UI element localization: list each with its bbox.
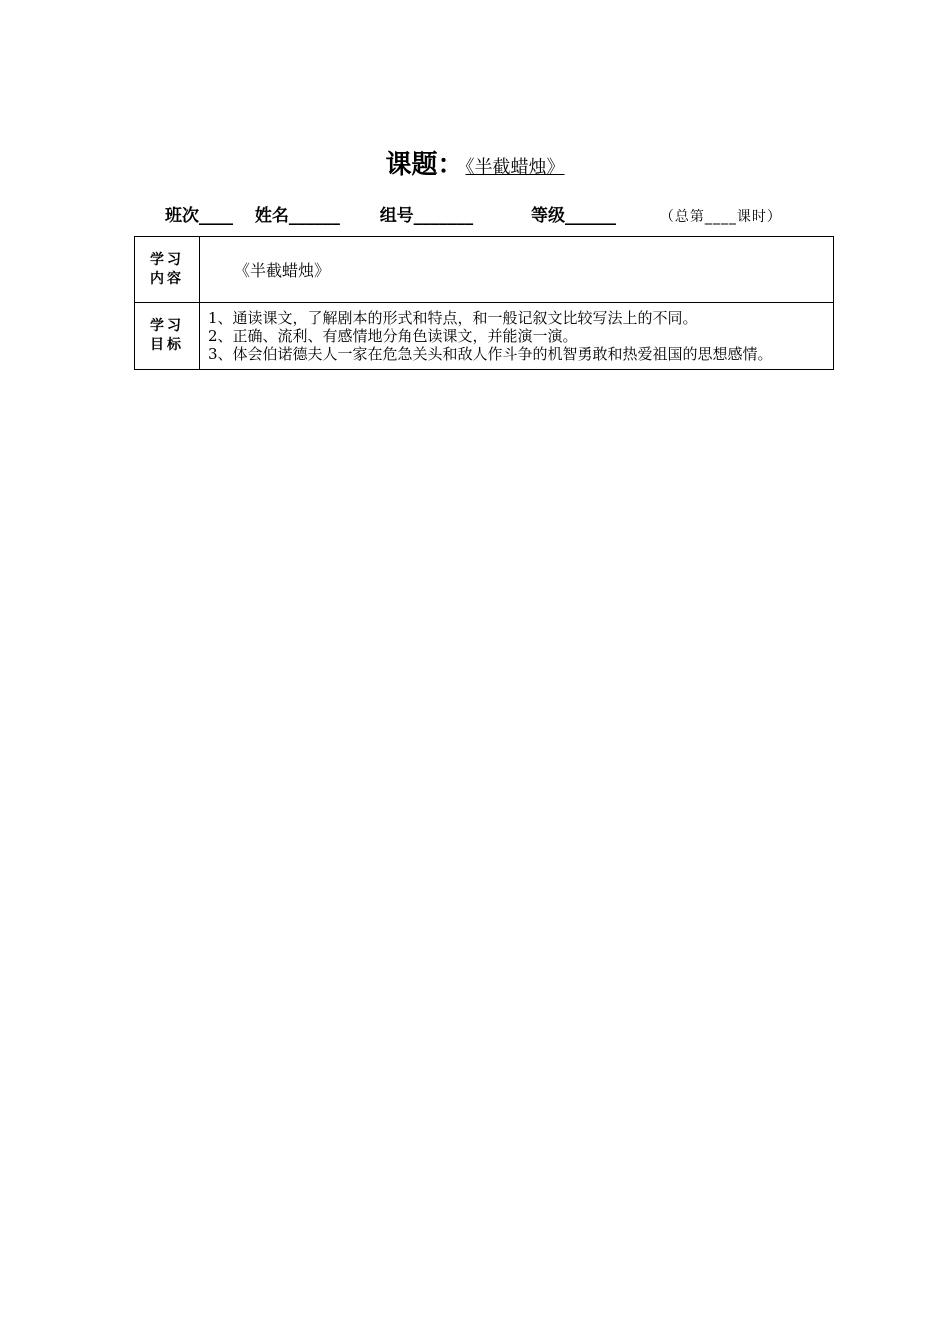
group-field: 组号_______	[379, 206, 474, 226]
header-line: 学习	[150, 318, 184, 334]
goal-item: 3、体会伯诺德夫人一家在危急关头和敌人作斗争的机智勇敢和热爱祖国的思想感情。	[208, 345, 773, 363]
content-header	[135, 237, 200, 303]
header-line: 内容	[150, 270, 184, 287]
lesson-title	[0, 144, 950, 181]
goals-header	[135, 303, 200, 370]
goal-item: 2、正确、流利、有感情地分角色读课文，并能演一演。	[208, 327, 578, 345]
goal-item: 1、通读课文，了解剧本的形式和特点，和一般记叙文比较写法上的不同。	[208, 309, 698, 327]
lesson-table	[134, 236, 834, 370]
grade-field: 等级______	[531, 206, 617, 226]
table-row-content	[135, 237, 834, 303]
student-info-row	[165, 201, 782, 226]
header-line: 学习	[150, 251, 184, 268]
name-field: 姓名______	[254, 206, 340, 226]
class-field: 班次____	[165, 206, 233, 226]
header-line: 目标	[150, 337, 184, 353]
title-label: 课题：	[385, 150, 464, 180]
lesson-name: 《半截蜡烛》	[465, 157, 565, 178]
goals-list	[200, 303, 834, 370]
period-field: （总第____课时）	[659, 209, 782, 225]
table-row-goals	[135, 303, 834, 370]
content-value: 《半截蜡烛》	[200, 237, 834, 303]
